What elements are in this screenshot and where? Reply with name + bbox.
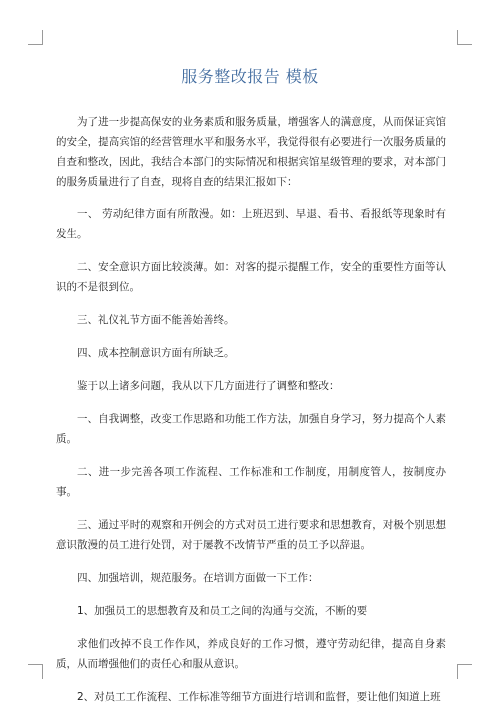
paragraph-training-2: 2、对员工工作流程、工作标准等细节方面进行培训和监督，要让他们知道上班: [77, 691, 441, 703]
paragraph-summary: 鉴于以上诸多问题，我从以下几方面进行了调整和整改：: [77, 380, 340, 392]
paragraph-action-4: 四、加强培训，规范服务。在培训方面做一下工作：: [77, 572, 319, 584]
crop-mark-top-left: [28, 30, 43, 45]
paragraph-intro: 为了进一步提高保安的业务素质和服务质量，增强客人的满意度，从而保证宾馆的安全，提高宾馆的经营管理水平和服务水平，我觉得很有必要进行一次服务质量的自查和整改，因此，我结合本部门的实际情况和根据宾馆星级管理的要求，对本部门的服务质量进行了自查，现将自查的结果汇报如下：: [56, 116, 446, 188]
crop-mark-bottom-right: [457, 664, 472, 679]
paragraph-issue-2: 二、安全意识方面比较淡薄。如：对客的提示提醒工作，安全的重要性方面等认识的不是很到位。: [56, 261, 446, 293]
paragraph-issue-4: 四、成本控制意识方面有所缺乏。: [77, 347, 235, 359]
crop-mark-top-right: [457, 30, 472, 45]
paragraph-action-3: 三、通过平时的观察和开例会的方式对员工进行要求和思想教育，对极个别思想意识散漫的员工进行处罚，对于屡教不改情节严重的员工予以辞退。: [56, 519, 446, 551]
crop-mark-bottom-left: [28, 664, 43, 679]
paragraph-training-1: 1、加强员工的思想教育及和员工之间的沟通与交流，不断的要: [77, 605, 368, 617]
paragraph-training-1-cont: 求他们改掉不良工作作风，养成良好的工作习惯，遵守劳动纪律，提高自身素质，从而增强他们的责任心和服从意识。: [56, 638, 446, 670]
document-body: [56, 112, 446, 720]
paragraph-action-2: 二、进一步完善各项工作流程、工作标准和工作制度，用制度管人，按制度办事。: [56, 466, 446, 498]
document-title: 服务整改报告 模板: [181, 67, 319, 86]
paragraph-action-1: 一、自我调整，改变工作思路和功能工作方法，加强自身学习，努力提高个人素质。: [56, 413, 446, 445]
paragraph-issue-3: 三、礼仪礼节方面不能善始善终。: [77, 314, 235, 326]
paragraph-issue-1: 一、 劳动纪律方面有所散漫。如：上班迟到、早退、看书、看报纸等现象时有发生。: [56, 208, 446, 240]
